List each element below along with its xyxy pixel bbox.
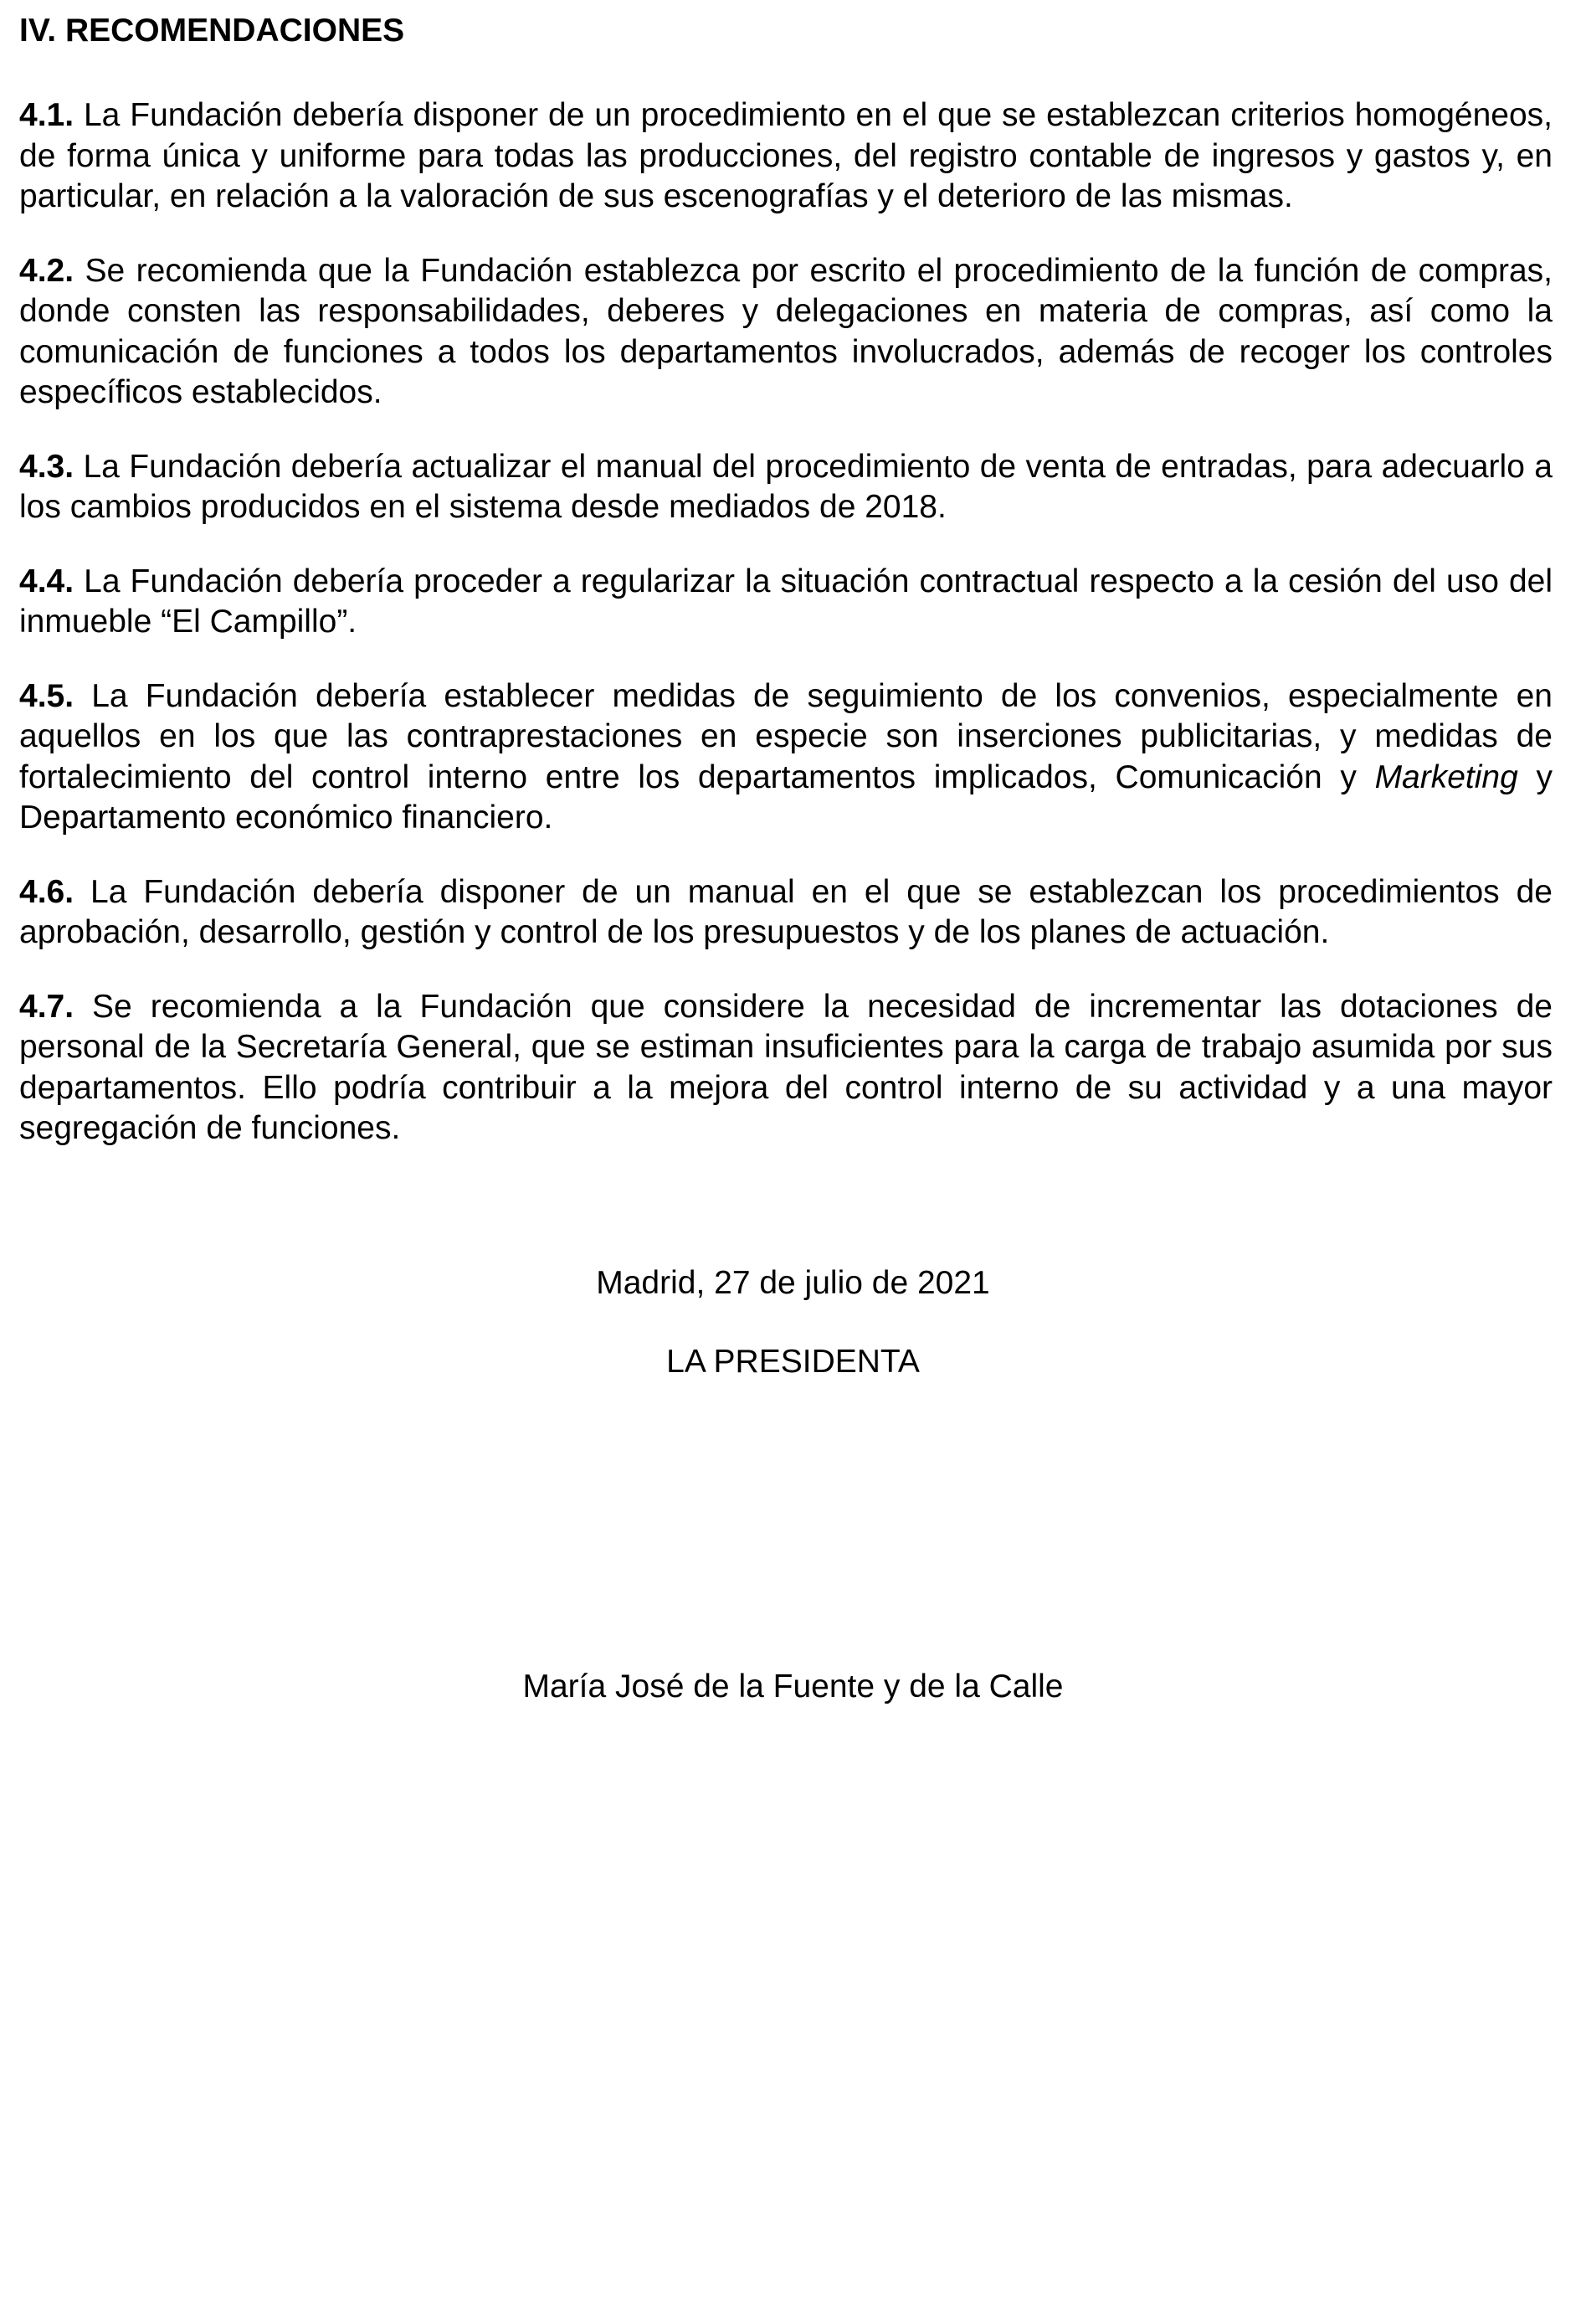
recommendation-text-continued: y Departamento económico financiero.: [19, 758, 1553, 836]
recommendation-italic-term: Marketing: [1374, 758, 1518, 795]
recommendation-text: La Fundación debería actualizar el manual del procedimiento de venta de entradas, para adecuarlo a los cambios producidos en el sistema desde mediados de 2018.: [19, 448, 1553, 525]
recommendation-4-7: [19, 987, 1553, 1149]
recommendation-number: 4.1.: [19, 97, 74, 133]
recommendation-text: Se recomienda a la Fundación que considere la necesidad de incrementar las dotaciones de personal de la Secretaría General, que se estiman insuficientes para la carga de trabajo asumida por sus departamentos. Ello podría contribuir a la mejora del control interno de su actividad y a una mayor segregación de funciones.: [19, 988, 1553, 1146]
recommendation-text: La Fundación debería disponer de un manual en el que se establezcan los procedimientos de aprobación, desarrollo, gestión y control de los presupuestos y de los planes de actuación.: [19, 873, 1553, 950]
recommendation-number: 4.6.: [19, 873, 74, 910]
signer-name: María José de la Fuente y de la Calle: [522, 1668, 1064, 1704]
recommendation-text: Se recomienda que la Fundación establezca por escrito el procedimiento de la función de compras, donde consten las responsabilidades, deberes y delegaciones en materia de compras, así como la comunicación de funciones a todos los departamentos involucrados, además de recoger los controles específicos establecidos.: [19, 252, 1553, 410]
recommendation-number: 4.3.: [19, 448, 74, 485]
recommendation-4-1: [19, 95, 1553, 218]
recommendation-4-5: [19, 676, 1553, 839]
recommendation-number: 4.2.: [19, 252, 74, 289]
recommendation-4-2: [19, 251, 1553, 414]
recommendation-4-6: [19, 872, 1553, 954]
recommendation-number: 4.5.: [19, 677, 74, 714]
recommendation-number: 4.7.: [19, 988, 74, 1025]
recommendation-text: La Fundación debería establecer medidas de seguimiento de los convenios, especialmente en aquellos en los que las contraprestaciones en especie son inserciones publicitarias, y medidas de fortalecimiento del control interno entre los departamentos implicados, Comunicación y: [19, 677, 1553, 795]
place-date: Madrid, 27 de julio de 2021: [596, 1265, 990, 1301]
recommendation-text: La Fundación debería proceder a regularizar la situación contractual respecto a la cesión del uso del inmueble “El Campillo”.: [19, 563, 1553, 640]
recommendation-4-4: [19, 562, 1553, 643]
signer-role: LA PRESIDENTA: [666, 1344, 920, 1380]
document-page: [19, 10, 1553, 1183]
recommendation-text: La Fundación debería disponer de un procedimiento en el que se establezcan criterios homogéneos, de forma única y uniforme para todas las producciones, del registro contable de ingresos y gastos y, en particular, en relación a la valoración de sus escenografías y el deterioro de las mismas.: [19, 97, 1553, 214]
recommendation-4-3: [19, 447, 1553, 528]
section-title: IV. RECOMENDACIONES: [19, 13, 405, 49]
recommendation-number: 4.4.: [19, 563, 74, 599]
